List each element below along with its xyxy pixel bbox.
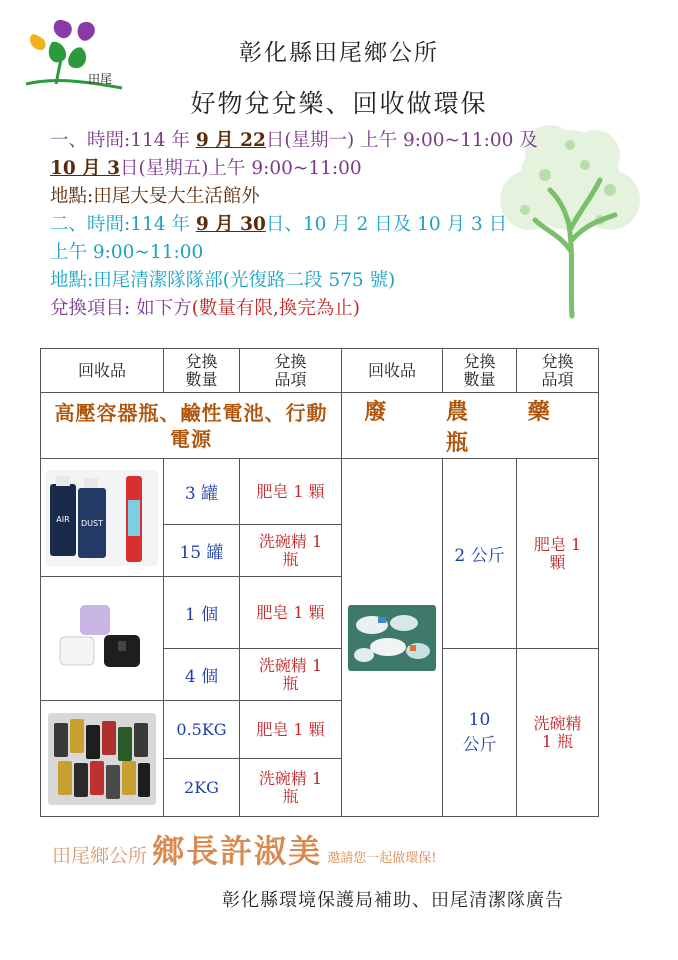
item-cell: 洗碗精 1 瓶 <box>240 525 342 577</box>
mayor-invitation <box>52 826 436 872</box>
qty-cell-right: 2 公斤 <box>443 459 517 649</box>
item-cell: 肥皂 1 顆 <box>240 701 342 759</box>
s1-date2: 10 月 3 <box>50 158 120 179</box>
svg-text:AIR: AIR <box>56 514 70 524</box>
qty-cell: 1 個 <box>164 577 240 649</box>
s2-tail: 日、10 月 2 日及 10 月 3 日 <box>265 214 508 235</box>
battery-photo <box>41 701 164 817</box>
header-recycle: 回收品 <box>41 349 164 393</box>
pesticide-bottle-photo <box>342 459 443 817</box>
svg-text:DUST: DUST <box>81 518 103 528</box>
header-recycle-2: 回收品 <box>342 349 443 393</box>
qty-cell-right: 10 公斤 <box>443 649 517 817</box>
items-note: (數量有限,換完為止) <box>191 298 360 319</box>
table-header-row <box>41 349 599 393</box>
items-label: 兌換項目: 如下方 <box>50 298 192 319</box>
spray-can-photo <box>41 459 164 577</box>
table-row <box>41 459 599 525</box>
qty-cell: 15 罐 <box>164 525 240 577</box>
schedule-line-3 <box>50 210 507 236</box>
schedule-line-2 <box>50 154 362 180</box>
category-left: 高壓容器瓶、鹼性電池、行動電源 <box>41 393 342 459</box>
schedule-time-2: 上午 9:00~11:00 <box>50 242 204 263</box>
category-right: 廢 農 藥 瓶 <box>342 393 599 459</box>
logo-text: 田尾 <box>88 72 113 86</box>
header-item: 兌換品項 <box>240 349 342 393</box>
header-qty: 兌換數量 <box>164 349 240 393</box>
footer-credit: 彰化縣環境保護局補助、田尾清潔隊廣告 <box>222 890 564 911</box>
qty-cell: 0.5KG <box>164 701 240 759</box>
s1-prefix: 一、時間:114 年 <box>50 130 190 151</box>
s1-mid: 日(星期一) 上午 9:00~11:00 及 <box>265 130 538 151</box>
footer-mayor: 鄉長許淑美 <box>152 832 323 870</box>
items-line <box>50 294 360 320</box>
qty-cell: 2KG <box>164 759 240 817</box>
qty-cell: 3 罐 <box>164 459 240 525</box>
exchange-table <box>40 348 599 817</box>
item-cell: 肥皂 1 顆 <box>240 577 342 649</box>
power-bank-photo <box>41 577 164 701</box>
header-qty-2: 兌換數量 <box>443 349 517 393</box>
schedule-place-2: 地點:田尾清潔隊隊部(光復路二段 575 號) <box>50 270 396 291</box>
item-cell-right: 肥皂 1 顆 <box>517 459 599 649</box>
s1-tail: 日(星期五)上午 9:00~11:00 <box>120 158 362 179</box>
s2-prefix: 二、時間:114 年 <box>50 214 190 235</box>
item-cell: 洗碗精 1 瓶 <box>240 649 342 701</box>
schedule-line-1 <box>50 126 538 152</box>
office-title: 彰化縣田尾鄉公所 <box>239 40 439 66</box>
item-cell: 洗碗精 1 瓶 <box>240 759 342 817</box>
qty-cell: 4 個 <box>164 649 240 701</box>
category-row <box>41 393 599 459</box>
s2-date: 9 月 30 <box>195 214 266 235</box>
s1-date1: 9 月 22 <box>195 130 266 151</box>
footer-invite: 邀請您一起做環保! <box>327 851 437 866</box>
footer-office: 田尾鄉公所 <box>52 845 148 867</box>
event-title: 好物兌兌樂、回收做環保 <box>190 89 488 118</box>
item-cell: 肥皂 1 顆 <box>240 459 342 525</box>
header-item-2: 兌換品項 <box>517 349 599 393</box>
schedule-place-1: 地點:田尾大旻大生活館外 <box>50 186 260 207</box>
item-cell-right: 洗碗精 1 瓶 <box>517 649 599 817</box>
